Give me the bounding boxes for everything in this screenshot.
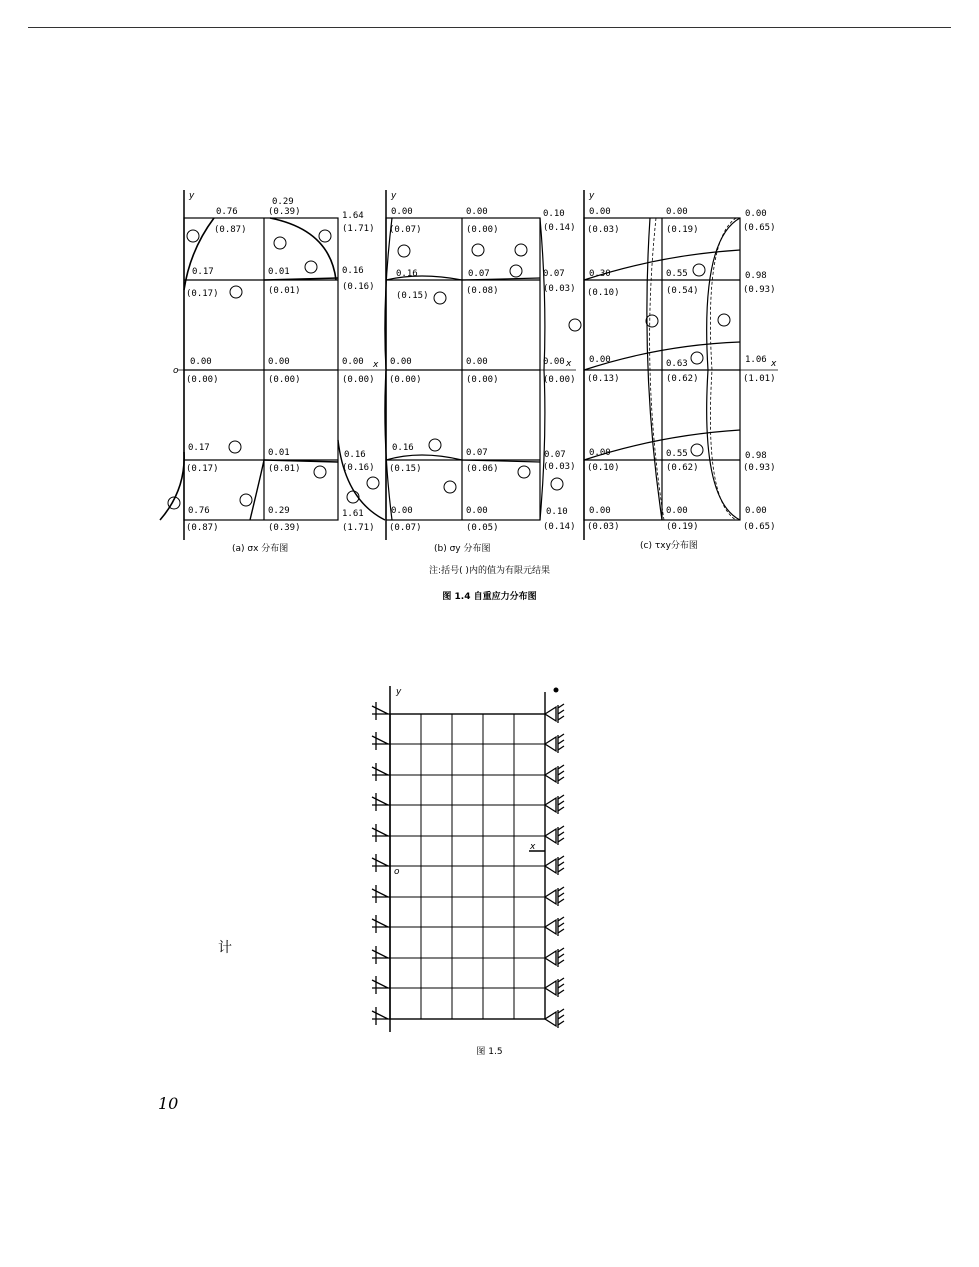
value-label: (0.07)	[389, 225, 422, 235]
value-label: 0.76	[188, 506, 210, 516]
value-label: 0.01	[268, 267, 290, 277]
value-label: (0.14)	[543, 522, 576, 532]
value-label: 0.00	[589, 506, 611, 516]
value-label: (1.71)	[342, 523, 375, 533]
value-label: (0.19)	[666, 522, 699, 532]
value-label: (0.87)	[214, 225, 247, 235]
value-label: (0.16)	[342, 463, 375, 473]
value-label: 0.07	[466, 448, 488, 458]
corner-node	[554, 688, 559, 693]
value-label: 0.07	[544, 450, 566, 460]
value-label: 0.55	[666, 449, 688, 459]
right-pin-supports	[545, 704, 564, 1028]
axis-label-x: x	[771, 359, 777, 369]
value-label: (0.54)	[666, 286, 699, 296]
value-label: 0.00	[666, 207, 688, 217]
value-label: (0.03)	[543, 462, 576, 472]
panel-caption: (a) σx 分布图	[232, 544, 289, 554]
value-label: (0.00)	[389, 375, 422, 385]
panel-caption: (c) τxy分布图	[640, 541, 698, 551]
value-label: (0.03)	[587, 225, 620, 235]
value-label: (0.06)	[466, 464, 499, 474]
value-label: 0.00	[589, 355, 611, 365]
left-roller-supports	[372, 702, 390, 1025]
panel-values	[186, 197, 776, 533]
value-label: 0.00	[666, 506, 688, 516]
value-label: (0.15)	[396, 291, 429, 301]
value-label: (0.03)	[543, 284, 576, 294]
axis-label-x: x	[373, 360, 379, 370]
value-label: (0.16)	[342, 282, 375, 292]
figure-1-5-title: 图 1.5	[476, 1047, 503, 1057]
origin-label: o	[173, 366, 179, 376]
value-label: 0.00	[342, 357, 364, 367]
value-label: 0.00	[390, 357, 412, 367]
figure-1-5-mesh	[390, 686, 545, 1032]
value-label: 1.06	[745, 355, 767, 365]
panel-caption: (b) σy 分布图	[434, 544, 491, 554]
value-label: 0.00	[543, 357, 565, 367]
value-label: 0.00	[391, 207, 413, 217]
figure-note: 注:括号( )内的值为有限元结果	[429, 566, 550, 576]
value-label: 0.00	[589, 448, 611, 458]
value-label: (0.00)	[466, 225, 499, 235]
value-label: (0.00)	[342, 375, 375, 385]
value-label: 0.17	[192, 267, 214, 277]
value-label: (0.87)	[186, 523, 219, 533]
value-label: 1.61	[342, 509, 364, 519]
value-label: (0.10)	[587, 288, 620, 298]
value-label: (0.00)	[543, 375, 576, 385]
value-label: 0.16	[396, 269, 418, 279]
value-label: (0.65)	[743, 223, 776, 233]
value-label: 0.00	[589, 207, 611, 217]
value-label: (1.01)	[743, 374, 776, 384]
value-label: (0.03)	[587, 522, 620, 532]
value-label: (0.93)	[743, 285, 776, 295]
value-label: 0.29	[272, 197, 294, 207]
value-label: (0.19)	[666, 225, 699, 235]
axis-label-y: y	[391, 191, 397, 201]
value-label: 0.16	[392, 443, 414, 453]
value-label: 0.55	[666, 269, 688, 279]
value-label: (0.17)	[186, 289, 219, 299]
value-label: 0.16	[342, 266, 364, 276]
value-label: 0.29	[268, 506, 290, 516]
value-label: 0.98	[745, 271, 767, 281]
axis-label-x: x	[530, 842, 536, 852]
value-label: (0.10)	[587, 463, 620, 473]
value-label: 0.10	[546, 507, 568, 517]
value-label: (0.00)	[268, 375, 301, 385]
value-label: (1.71)	[342, 224, 375, 234]
value-label: 0.00	[745, 209, 767, 219]
value-label: 0.00	[391, 506, 413, 516]
value-label: 0.30	[589, 269, 611, 279]
value-label: (0.00)	[466, 375, 499, 385]
panel-b-frame	[386, 218, 540, 520]
value-label: (0.00)	[186, 375, 219, 385]
value-label: (0.39)	[268, 207, 301, 217]
value-label: (0.14)	[543, 223, 576, 233]
origin-label: o	[394, 867, 400, 877]
value-label: (0.62)	[666, 374, 699, 384]
value-label: (0.65)	[743, 522, 776, 532]
value-label: 0.16	[344, 450, 366, 460]
value-label: (0.08)	[466, 286, 499, 296]
value-label: 0.00	[466, 506, 488, 516]
axis-label-y: y	[189, 191, 195, 201]
stray-handwritten-mark: 计	[218, 940, 232, 956]
value-label: 1.64	[342, 211, 364, 221]
value-label: (0.01)	[268, 286, 301, 296]
value-label: (0.62)	[666, 463, 699, 473]
value-label: 0.63	[666, 359, 688, 369]
axis-label-y: y	[396, 687, 402, 697]
figure-1-4-title: 图 1.4 自重应力分布图	[442, 592, 537, 602]
value-label: 0.01	[268, 448, 290, 458]
value-label: 0.76	[216, 207, 238, 217]
value-label: 0.00	[466, 207, 488, 217]
value-label: 0.10	[543, 209, 565, 219]
value-label: (0.01)	[268, 464, 301, 474]
value-label: 0.00	[745, 506, 767, 516]
value-label: (0.13)	[587, 374, 620, 384]
value-label: (0.39)	[268, 523, 301, 533]
value-label: 0.98	[745, 451, 767, 461]
value-label: 0.07	[543, 269, 565, 279]
value-label: (0.93)	[743, 463, 776, 473]
axis-label-x: x	[566, 359, 572, 369]
value-label: (0.07)	[389, 523, 422, 533]
page-number: 10	[158, 1094, 179, 1113]
value-label: 0.00	[466, 357, 488, 367]
axis-label-y: y	[589, 191, 595, 201]
value-label: (0.05)	[466, 523, 499, 533]
value-label: 0.17	[188, 443, 210, 453]
value-label: 0.00	[268, 357, 290, 367]
value-label: (0.17)	[186, 464, 219, 474]
value-label: (0.15)	[389, 464, 422, 474]
value-label: 0.07	[468, 269, 490, 279]
value-label: 0.00	[190, 357, 212, 367]
